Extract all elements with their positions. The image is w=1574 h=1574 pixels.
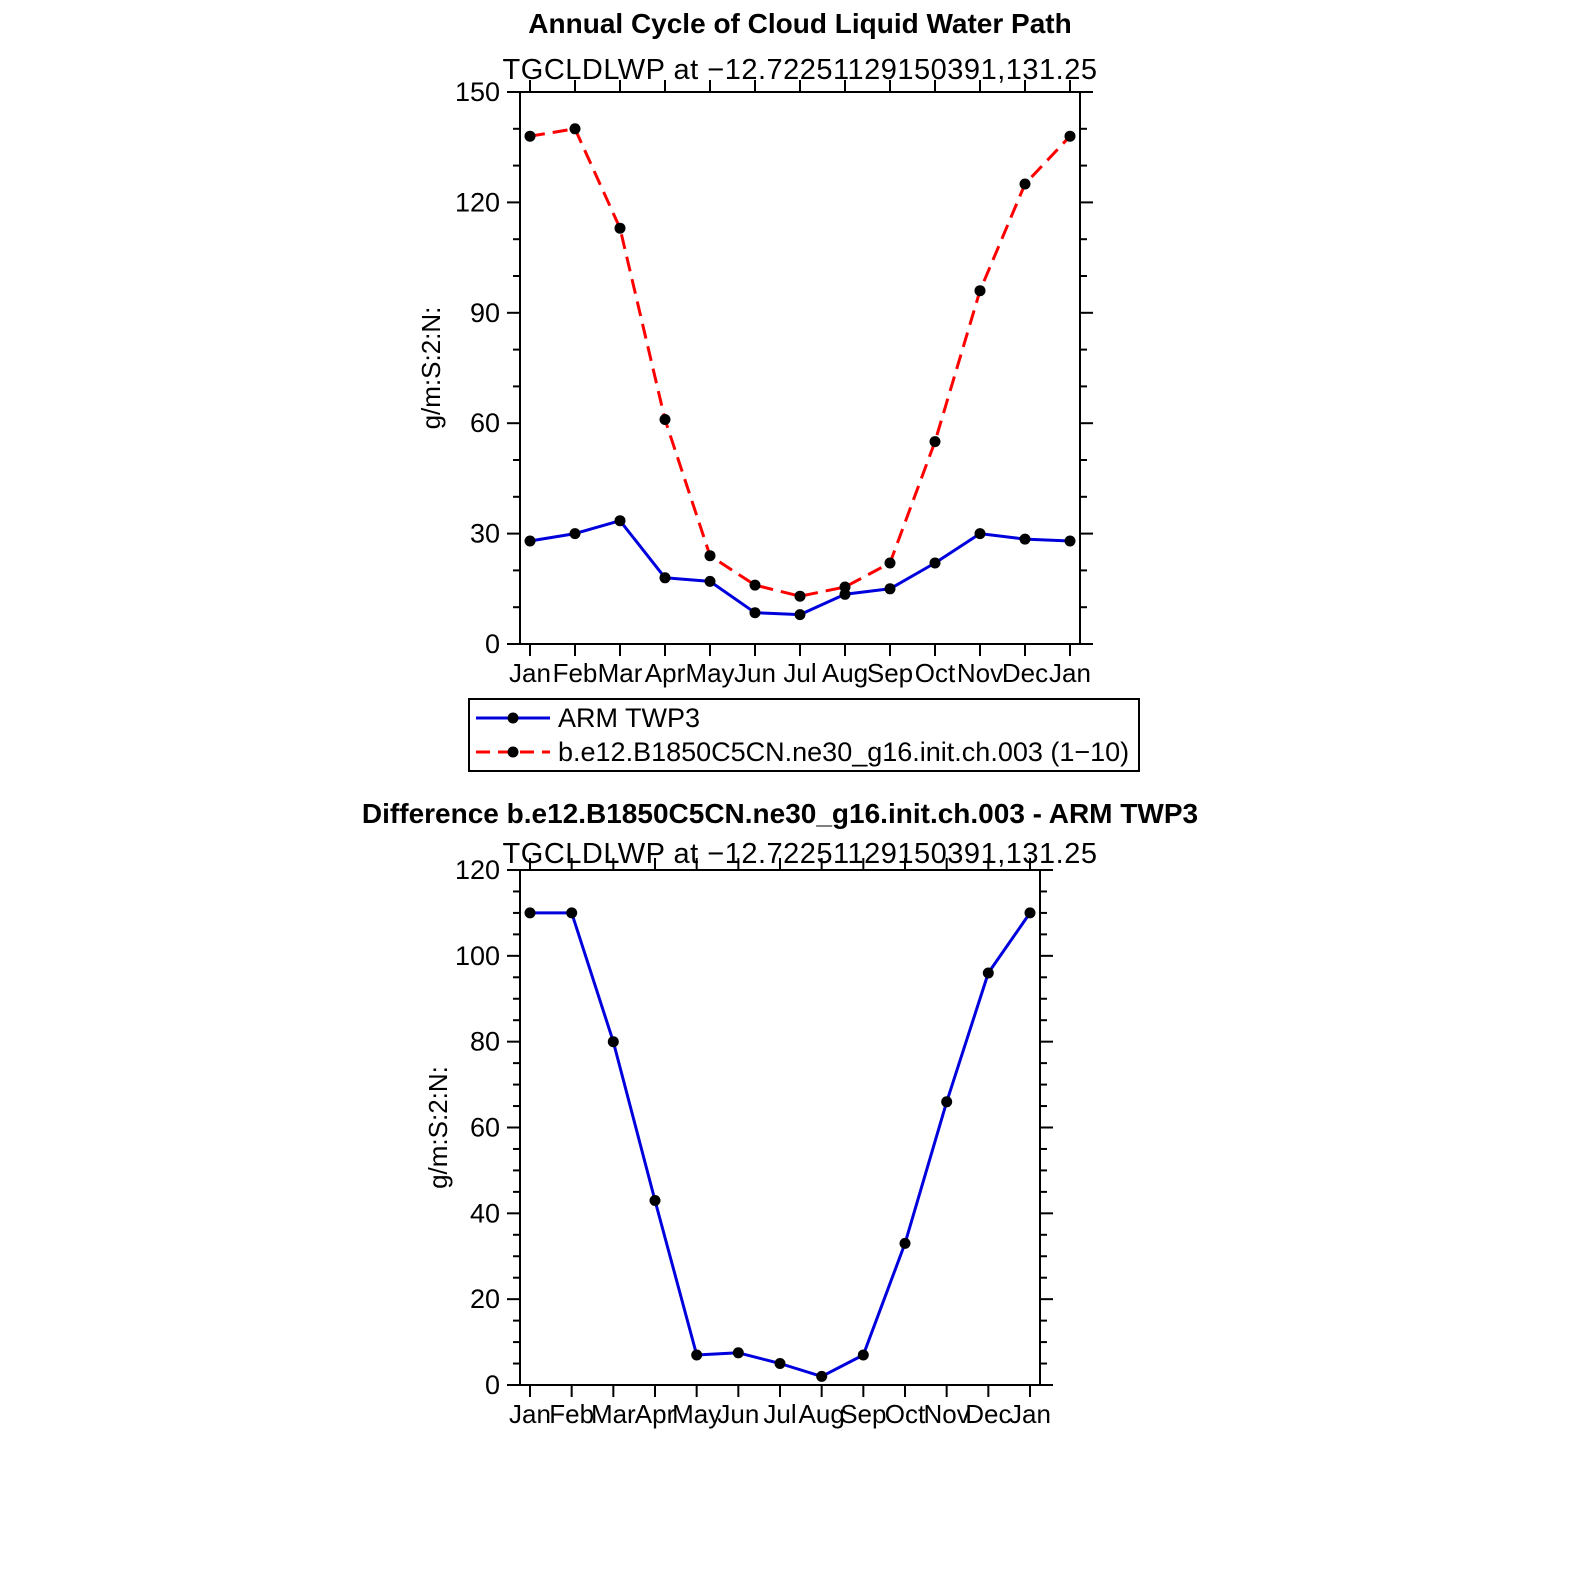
data-point-marker: [900, 1238, 911, 1249]
data-point-marker: [816, 1371, 827, 1382]
x-tick-label: Jan: [509, 658, 551, 688]
legend-sample-svg: [474, 741, 552, 763]
data-point-marker: [1025, 907, 1036, 918]
data-point-marker: [975, 528, 986, 539]
x-tick-label: Dec: [1001, 658, 1049, 688]
x-tick-label: Feb: [552, 658, 598, 688]
axes: [507, 858, 1053, 1397]
x-tick-label: May: [672, 1399, 722, 1429]
data-point-marker: [570, 528, 581, 539]
data-point-marker: [525, 131, 536, 142]
difference-chart: [390, 852, 1170, 1462]
data-point-marker: [750, 607, 761, 618]
data-point-marker: [1020, 534, 1031, 545]
data-point-marker: [733, 1347, 744, 1358]
x-tick-label: Jan: [509, 1399, 551, 1429]
x-tick-label: Dec: [965, 1399, 1012, 1429]
data-point-marker: [885, 558, 896, 569]
x-tick-label: Feb: [549, 1399, 595, 1429]
plot-frame: [520, 870, 1040, 1385]
x-tick-label: Jul: [763, 1399, 797, 1429]
data-point-marker: [975, 285, 986, 296]
x-tick-label: Oct: [914, 658, 956, 688]
data-point-marker: [840, 582, 851, 593]
x-tick-label: Jul: [783, 658, 817, 688]
data-point-marker: [691, 1350, 702, 1361]
annual-cycle-chart: [390, 78, 1170, 700]
data-point-marker: [775, 1358, 786, 1369]
data-point-marker: [650, 1195, 661, 1206]
difference-chart-subtitle: TGCLDLWP at −12.72251129150391,131.25: [502, 838, 1098, 870]
legend-label: b.e12.B1850C5CN.ne30_g16.init.ch.003 (1−10): [558, 736, 1130, 767]
x-tick-label: Nov: [923, 1399, 970, 1429]
data-point-marker: [566, 907, 577, 918]
data-point-marker: [795, 591, 806, 602]
x-tick-label: Sep: [866, 658, 914, 688]
legend-item: [474, 736, 1138, 768]
axes: [507, 80, 1093, 656]
data-point-marker: [608, 1036, 619, 1047]
data-point-marker: [615, 515, 626, 526]
x-tick-label: Jun: [717, 1399, 760, 1429]
data-point-marker: [660, 572, 671, 583]
x-tick-label: Mar: [597, 658, 643, 688]
y-tick-label: 20: [469, 1284, 500, 1315]
data-point-marker: [930, 558, 941, 569]
x-tick-label: Mar: [590, 1399, 636, 1429]
plot-frame: [520, 92, 1080, 644]
data-point-marker: [615, 223, 626, 234]
legend-item: [474, 702, 1138, 734]
data-point-marker: [930, 436, 941, 447]
top-chart-title: Annual Cycle of Cloud Liquid Water Path: [528, 8, 1072, 39]
y-tick-label: 150: [454, 78, 500, 107]
legend-line-sample-model: [474, 741, 552, 763]
y-tick-label: 60: [469, 1112, 500, 1143]
y-tick-label: 100: [454, 940, 500, 971]
data-point-marker: [705, 550, 716, 561]
data-point-marker: [858, 1350, 869, 1361]
x-tick-label: Aug: [821, 658, 869, 688]
data-point-marker: [795, 609, 806, 620]
y-tick-label: 30: [469, 518, 500, 549]
x-tick-label: Aug: [798, 1399, 845, 1429]
y-tick-label: 90: [469, 297, 500, 328]
legend: [468, 698, 1140, 772]
legend-sample-marker: [508, 713, 519, 724]
data-point-marker: [525, 536, 536, 547]
data-point-marker: [705, 576, 716, 587]
data-point-marker: [885, 583, 896, 594]
data-point-marker: [1065, 131, 1076, 142]
data-point-marker: [1065, 536, 1076, 547]
y-tick-label: 0: [484, 1370, 500, 1400]
series-line: [530, 913, 1030, 1377]
x-tick-label: Apr: [644, 658, 686, 688]
data-point-marker: [1020, 179, 1031, 190]
x-tick-label: Apr: [634, 1399, 676, 1429]
y-tick-label: 80: [469, 1026, 500, 1057]
x-tick-label: Jun: [734, 658, 776, 688]
data-point-marker: [983, 968, 994, 979]
y-tick-label: 120: [454, 855, 500, 885]
legend-label: ARM TWP3: [558, 702, 701, 733]
y-tick-label: 120: [454, 187, 500, 218]
series-arm-twp3: [525, 515, 1076, 620]
y-tick-label: 60: [469, 408, 500, 439]
y-tick-label: 40: [469, 1198, 500, 1229]
difference-chart-title: Difference b.e12.B1850C5CN.ne30_g16.init.ch.003 - ARM TWP3: [361, 798, 1199, 829]
x-tick-label: May: [685, 658, 735, 688]
y-axis-label: g/m:S:2:N:: [416, 306, 446, 430]
legend-line-sample-arm-twp3: [474, 707, 552, 729]
data-point-marker: [570, 123, 581, 134]
legend-sample-svg: [474, 707, 552, 729]
x-tick-label: Jan: [1009, 1399, 1051, 1429]
y-axis-label: g/m:S:2:N:: [423, 1066, 453, 1189]
x-tick-label: Oct: [884, 1399, 926, 1429]
legend-sample-marker: [508, 747, 519, 758]
series-line: [530, 129, 1070, 596]
y-tick-label: 0: [484, 629, 500, 659]
x-tick-label: Jan: [1049, 658, 1091, 688]
top-chart-subtitle: TGCLDLWP at −12.72251129150391,131.25: [502, 54, 1098, 86]
x-tick-label: Sep: [840, 1399, 887, 1429]
series-b-e12-b1850c5cn-ne30-g16-init-ch-003-1-10: [525, 123, 1076, 601]
data-point-marker: [660, 414, 671, 425]
data-point-marker: [525, 907, 536, 918]
data-point-marker: [750, 580, 761, 591]
x-tick-label: Nov: [956, 658, 1004, 688]
series-difference: [525, 907, 1036, 1382]
data-point-marker: [941, 1096, 952, 1107]
